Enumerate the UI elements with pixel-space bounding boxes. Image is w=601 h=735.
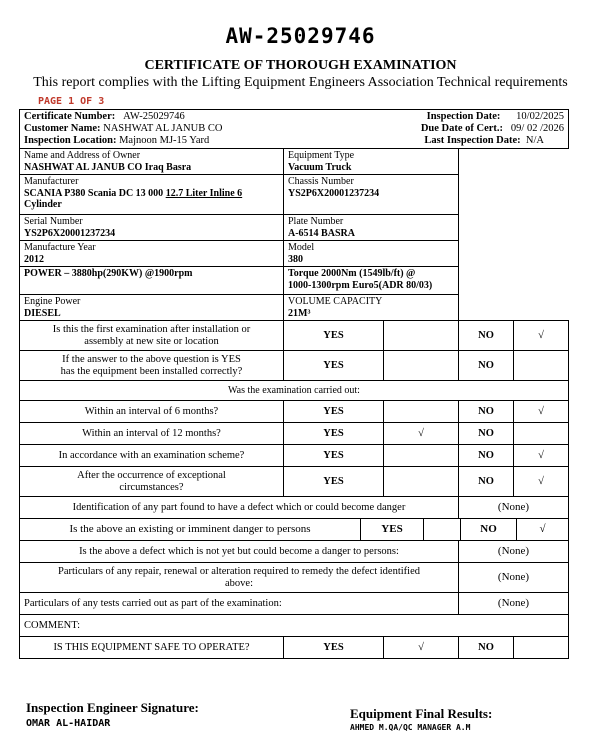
answer-no: NO <box>461 519 517 540</box>
certificate-table <box>19 109 569 659</box>
answer-yes: YES <box>284 637 384 659</box>
question-6-months: Within an interval of 6 months? <box>20 401 284 423</box>
volume-cell: VOLUME CAPACITY 21M³ <box>284 295 459 321</box>
answer-yes: YES <box>284 467 384 497</box>
torque-value: Torque 2000Nm (1549lb/ft) @ <box>288 268 416 280</box>
document-number-title: AW-25029746 <box>225 24 376 48</box>
question-scheme-row <box>20 445 569 467</box>
model-cell: Model 380 <box>284 241 459 267</box>
due-date: 09/ 02 /2026 <box>510 123 564 135</box>
tests-row <box>20 593 569 615</box>
defect-question: Identification of any part found to have a defect which or could become danger <box>20 497 459 519</box>
question-12-months-row <box>20 423 569 445</box>
repair-row <box>20 563 569 593</box>
location-label: Inspection Location: <box>24 135 117 147</box>
inspection-date-label: Inspection Date: <box>426 111 501 122</box>
inspection-date: 10/02/2025 <box>516 111 564 122</box>
engine-cell: Engine Power DIESEL <box>20 295 284 321</box>
chassis-value: YS2P6X20001237234 <box>288 187 380 199</box>
year-cell: Manufacture Year 2012 <box>20 241 284 267</box>
question-scheme: In accordance with an examination scheme? <box>20 445 284 467</box>
signature-label: Inspection Engineer Signature: <box>26 700 199 715</box>
check-mark: √ <box>514 321 569 351</box>
customer-label: Customer Name: <box>24 123 101 135</box>
yes-check-cell <box>384 467 459 497</box>
check-mark: √ <box>384 423 459 445</box>
certificate-title: CERTIFICATE OF THOROUGH EXAMINATION <box>144 58 457 73</box>
customer-name: NASHWAT AL JANUB CO <box>103 123 223 135</box>
check-mark: √ <box>539 523 546 536</box>
examination-carried-out-heading: Was the examination carried out: <box>20 381 569 401</box>
answer-yes: YES <box>284 445 384 467</box>
due-date-label: Due Date of Cert.: <box>420 123 504 135</box>
final-results-label: Equipment Final Results: <box>350 706 493 721</box>
no-check-cell <box>514 423 569 445</box>
answer-yes: YES <box>284 351 384 381</box>
defect-answer: (None) <box>459 497 569 519</box>
no-check-cell <box>514 351 569 381</box>
yes-check-cell <box>384 321 459 351</box>
manufacturer-value: SCANIA P380 Scania DC 13 000 <box>24 187 166 199</box>
yes-check-cell <box>384 445 459 467</box>
answer-no: NO <box>459 637 514 659</box>
answer-no: NO <box>459 351 514 381</box>
cert-number: AW-25029746 <box>123 111 185 122</box>
equipment-type-value: Vacuum Truck <box>288 161 352 173</box>
power-cell <box>20 267 284 295</box>
header-block-row <box>20 110 569 149</box>
check-mark: √ <box>384 637 459 659</box>
comment-field: COMMENT: <box>20 615 569 637</box>
manufacturer-cell: Manufacturer SCANIA P380 Scania DC 13 000 12.7 Liter Inline 6 Cylinder <box>20 175 284 215</box>
blank-area <box>459 149 569 295</box>
torque-cell: Torque 2000Nm (1549lb/ft) @ 1000-1300rpm Euro5(ADR 80/03) <box>284 267 459 295</box>
signature-name: OMAR AL-HAIDAR <box>26 718 111 729</box>
yes-check-cell <box>384 401 459 423</box>
page-indicator: PAGE 1 OF 3 <box>38 96 105 107</box>
serial-value: YS2P6X20001237234 <box>24 227 116 239</box>
question-6-months-row <box>20 401 569 423</box>
power-value: POWER – 3880hp(290KW) @1900rpm <box>24 268 193 280</box>
answer-yes: YES <box>284 423 384 445</box>
future-danger-question: Is the above a defect which is not yet but could become a danger to persons: <box>20 541 459 563</box>
check-mark: √ <box>514 401 569 423</box>
question-installed: If the answer to the above question is YES has the equipment been installed correctly? <box>20 351 284 381</box>
answer-no: NO <box>459 467 514 497</box>
last-inspection-date: N/A <box>525 135 544 147</box>
year-value: 2012 <box>24 253 44 265</box>
answer-yes: YES <box>361 519 424 540</box>
plate-cell: Plate Number A-6514 BASRA <box>284 215 459 241</box>
inspection-location: Majnoon MJ-15 Yard <box>119 135 210 147</box>
question-12-months: Within an interval of 12 months? <box>20 423 284 445</box>
check-mark: √ <box>514 445 569 467</box>
owner-value: NASHWAT AL JANUB CO Iraq Basra <box>24 161 192 173</box>
future-danger-answer: (None) <box>459 541 569 563</box>
answer-no: NO <box>459 321 514 351</box>
repair-answer: (None) <box>459 563 569 593</box>
safe-row <box>20 637 569 659</box>
model-value: 380 <box>288 253 303 265</box>
compliance-statement: This report complies with the Lifting Equipment Engineers Association Technical requirements <box>33 75 568 90</box>
answer-yes: YES <box>284 401 384 423</box>
yes-check-cell <box>384 351 459 381</box>
defect-row <box>20 497 569 519</box>
chassis-cell: Chassis Number YS2P6X20001237234 <box>284 175 459 215</box>
danger-row <box>20 519 569 541</box>
serial-cell: Serial Number YS2P6X20001237234 <box>20 215 284 241</box>
tests-question: Particulars of any tests carried out as part of the examination: <box>20 593 459 615</box>
blank-area-2 <box>459 295 569 321</box>
volume-value: 21M³ <box>288 307 311 319</box>
question-exceptional-row <box>20 467 569 497</box>
danger-question: Is the above an existing or imminent danger to persons <box>20 519 361 540</box>
safe-question: IS THIS EQUIPMENT SAFE TO OPERATE? <box>20 637 284 659</box>
engine-value: DIESEL <box>24 307 61 319</box>
question-installed-row <box>20 351 569 381</box>
answer-no: NO <box>459 423 514 445</box>
last-inspection-label: Last Inspection Date: <box>424 135 521 147</box>
question-first-exam: Is this the first examination after installation or assembly at new site or location <box>20 321 284 351</box>
no-check-cell <box>514 637 569 659</box>
check-mark: √ <box>514 467 569 497</box>
plate-value: A-6514 BASRA <box>288 227 355 239</box>
repair-question: Particulars of any repair, renewal or alteration required to remedy the defect identified above: <box>20 563 459 593</box>
cert-number-label: Certificate Number: <box>24 111 116 122</box>
question-exceptional: After the occurrence of exceptional circumstances? <box>20 467 284 497</box>
answer-no: NO <box>459 401 514 423</box>
answer-no: NO <box>459 445 514 467</box>
header-block <box>20 110 569 149</box>
question-first-exam-row <box>20 321 569 351</box>
tests-answer: (None) <box>459 593 569 615</box>
yes-check-cell <box>424 519 461 540</box>
final-results-name: AHMED M.QA/QC MANAGER A.M <box>350 723 471 732</box>
owner-cell: Name and Address of Owner NASHWAT AL JANUB CO Iraq Basra <box>20 149 284 175</box>
answer-yes: YES <box>284 321 384 351</box>
future-danger-row <box>20 541 569 563</box>
equipment-type-cell: Equipment Type Vacuum Truck <box>284 149 459 175</box>
